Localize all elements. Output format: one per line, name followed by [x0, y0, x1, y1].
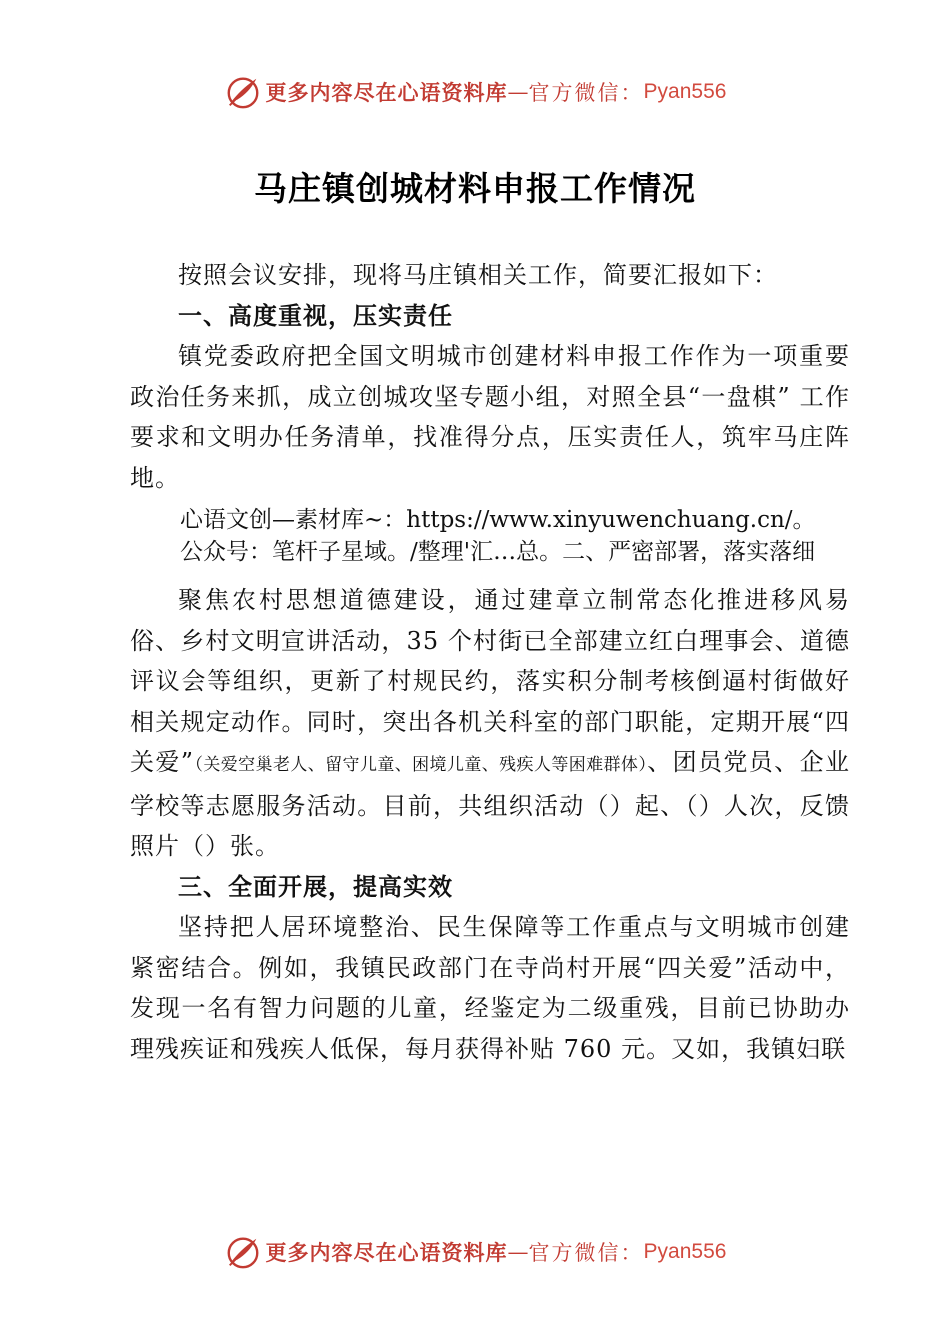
wechat-label: 官方微信：: [528, 81, 644, 105]
inset-line-1: 心语文创—素材库~：https://www.xinyuwenchuang.cn/。: [180, 507, 816, 533]
section3-paragraph: 坚持把人居环境整治、民生保障等工作重点与文明城市创建紧密结合。例如，我镇民政部门在寺尚村开展“四关爱”活动中， 发现一名有智力问题的儿童，经鉴定为二级重残，目前已协助办理残疾证和残疾人低保，每月获得补贴 760 元。又如，我镇妇联: [130, 913, 850, 1063]
document-title: 马庄镇创城材料申报工作情况: [254, 169, 696, 208]
promo-text: 更多内容尽在心语资料库: [265, 1240, 508, 1265]
section1-heading: 一、高度重视，压实责任: [178, 301, 453, 330]
section2-text-b: 、团员党员、企业学校等志愿服务活动。目前，共组织活动（）起、（）人次，反馈照片（）张。: [130, 748, 851, 860]
quill-logo-icon: [224, 73, 262, 111]
inset-line-2: 公众号：笔杆子星域。/整理'汇…总。二、严密部署，落实落细: [180, 539, 816, 565]
separator: —: [507, 80, 529, 104]
wechat-id: Pyan556: [643, 80, 727, 103]
section2-text-a: 聚焦农村思想道德建设，通过建章立制常态化推进移风易俗、乡村文明宣讲活动，35 个村街已全部建立红白理事会、道德评议会等组织，更新了村规民约，落实积分制考核倒逼村街做好相关规定动作。同时，突出各机关科室的部门职能，定期开展“四关爱”: [130, 586, 850, 776]
section2-paragraph: [130, 580, 850, 867]
promo-text: 更多内容尽在心语资料库: [265, 80, 508, 105]
section1-paragraph: 镇党委政府把全国文明城市创建材料申报工作作为一项重要政治任务来抓，成立创城攻坚专题小组，对照全县“一盘棋” 工作要求和文明办任务清单，找准得分点，压实责任人，筑牢马庄阵地。: [130, 342, 850, 492]
header-banner: [0, 70, 950, 114]
footer-banner: [0, 1230, 950, 1274]
inset-note: [130, 504, 850, 568]
wechat-label: 官方微信：: [528, 1241, 644, 1265]
quill-logo-icon: [224, 1233, 262, 1271]
section3-heading: 三、全面开展，提高实效: [178, 872, 453, 901]
document-body: [130, 255, 850, 1069]
intro-paragraph: 按照会议安排，现将马庄镇相关工作，简要汇报如下：: [178, 261, 778, 289]
wechat-id: Pyan556: [643, 1240, 727, 1263]
separator: —: [507, 1240, 529, 1264]
section2-note: （关爱空巢老人、留守儿童、困境儿童、残疾人等困难群体）: [194, 755, 648, 775]
